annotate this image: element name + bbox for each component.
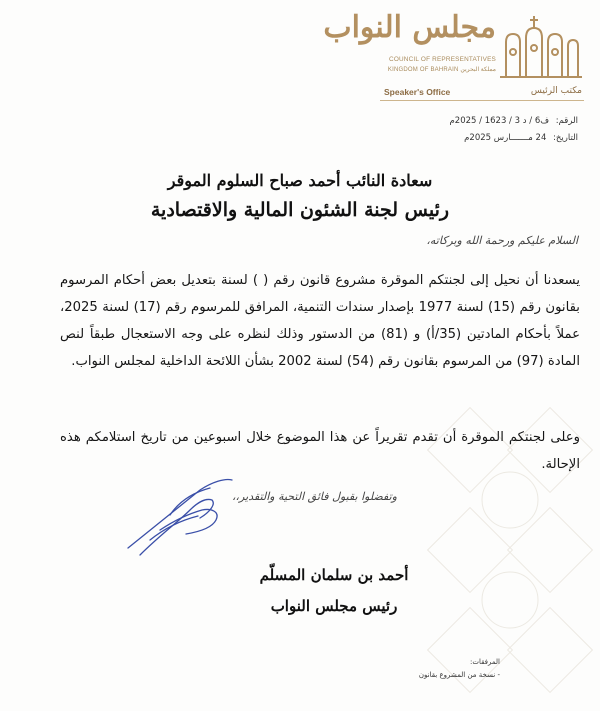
closing-remark: وتفضلوا بقبول فائق التحية والتقدير،، (232, 490, 397, 503)
reference-date-value: 24 مـــــــارس 2025م (464, 133, 547, 143)
signatory-name: أحمد بن سلمان المسلّم (259, 566, 409, 584)
brand-country: KINGDOM OF BAHRAIN مملكة البحرين (387, 67, 496, 73)
reference-date-label: التاريخ: (553, 133, 578, 143)
office-english: Speaker's Office (384, 87, 451, 97)
body-paragraph-2: وعلى لجنتكم الموقرة أن تقدم تقريراً عن هذا الموضوع خلال اسبوعين من تاريخ استلامكم هذه الإحالة. (60, 430, 580, 472)
brand-name-arabic: مجلس النواب (323, 10, 496, 45)
reference-number-value: ف6 / د 3 / 1623 / 2025م (449, 116, 550, 126)
body-paragraph-1: يسعدنا أن نحيل إلى لجنتكم الموقرة مشروع قانون رقم ( ) لسنة بتعديل بعض أحكام المرسوم بقانون رقم (15) لسنة 1977 بإصدار سندات التنمية، المرافق للمرسوم رقم (17) لسنة 2025، عملاً بأحكام المادتين (35/أ) و (81) من الدستور وذلك لنظره على وجه الاستعجال طبقاً لنص المادة (97) من المرسوم بقانون رقم (54) لسنة 2002 بشأن اللائحة الداخلية لمجلس النواب. (60, 273, 580, 369)
addressee-name: سعادة النائب أحمد صباح السلوم الموقر (167, 171, 433, 190)
attachment-item: - نسخة من المشروع بقانون (418, 671, 500, 679)
reference-date (330, 133, 578, 143)
addressee-title: رئيس لجنة الشئون المالية والاقتصادية (150, 199, 450, 221)
header-divider (380, 100, 584, 101)
office-arabic: مكتب الرئيس (530, 86, 582, 96)
parliament-emblem-icon (496, 12, 586, 82)
signatory-title: رئيس مجلس النواب (270, 597, 398, 615)
reference-number-label: الرقم: (555, 116, 578, 126)
reference-number (330, 116, 578, 126)
attachments-label: المرفقات: (470, 658, 500, 666)
handwritten-signature (120, 470, 240, 560)
attachment-item-text: نسخة من المشروع بقانون (418, 671, 496, 679)
brand-name-english: COUNCIL OF REPRESENTATIVES (389, 56, 496, 63)
greeting: السلام عليكم ورحمة الله وبركاته، (426, 234, 578, 247)
